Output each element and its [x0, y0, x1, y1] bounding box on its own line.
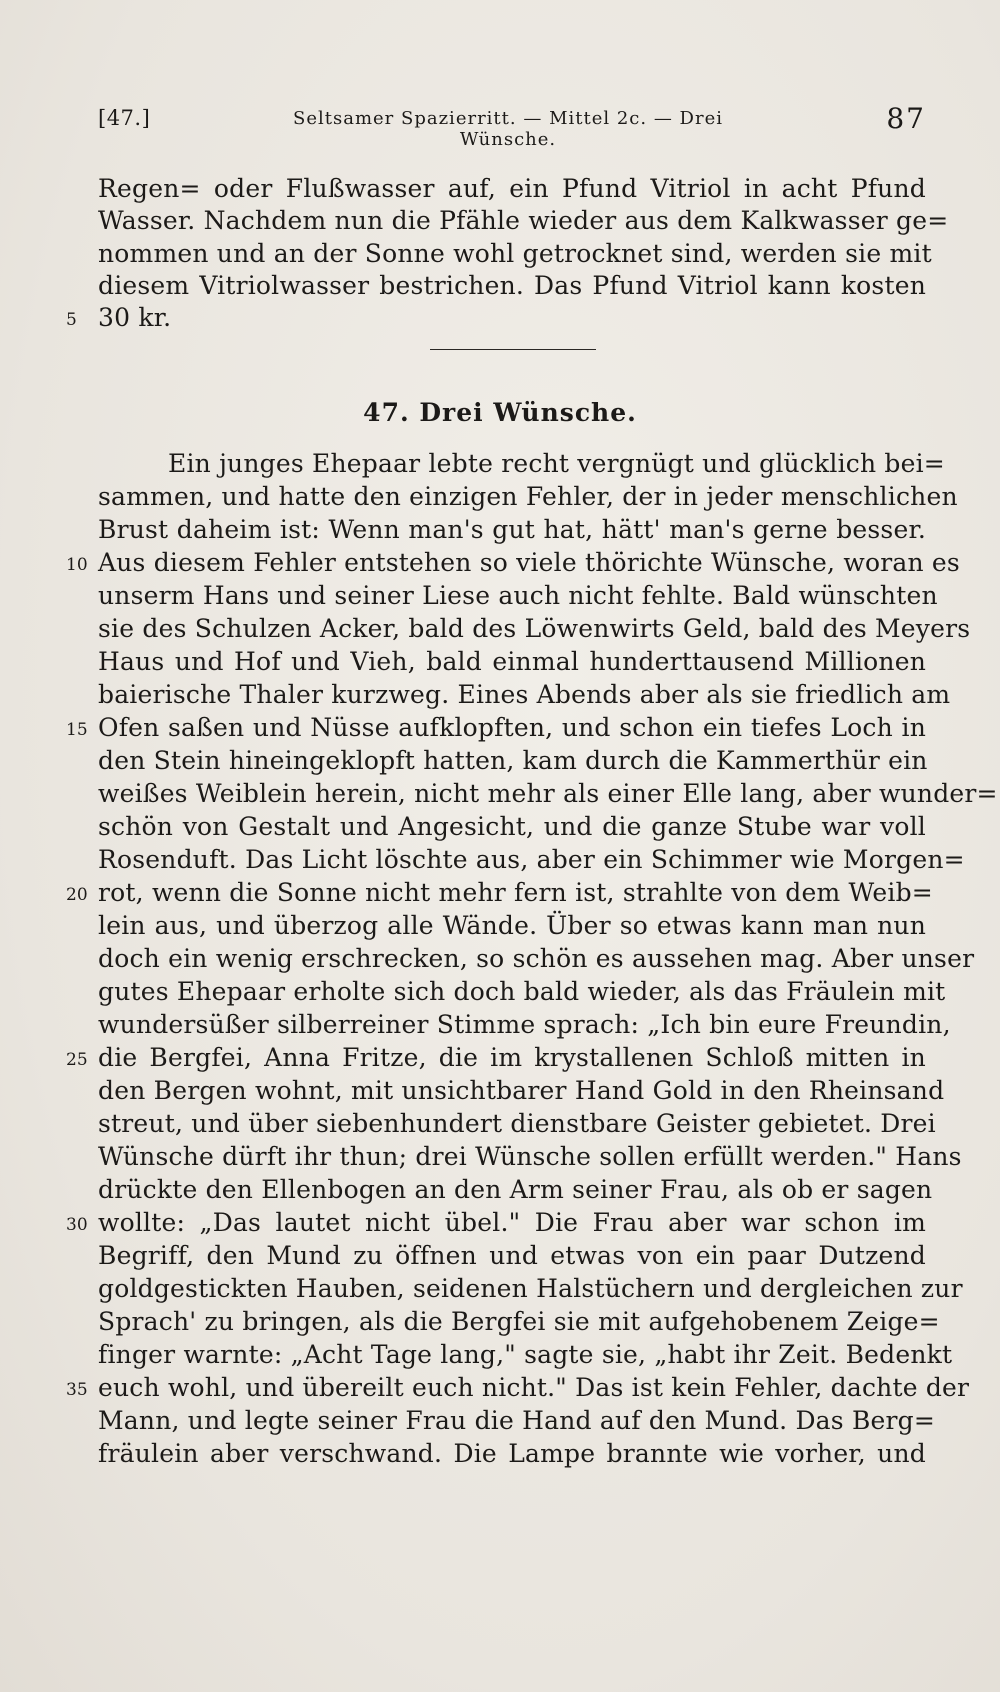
text-line: fräulein aber verschwand. Die Lampe brannte wie vorher, und — [98, 1439, 926, 1468]
running-header — [98, 102, 926, 150]
text-line: streut, und über siebenhundert dienstbare Geister gebietet. Drei — [98, 1109, 936, 1138]
text-line: Ein junges Ehepaar lebte recht vergnügt und glücklich bei= — [168, 449, 945, 478]
section-title: 47. Drei Wünsche. — [363, 398, 637, 427]
text-line: rot, wenn die Sonne nicht mehr fern ist, strahlte von dem Weib= — [98, 878, 933, 907]
line-number: 30 — [66, 1215, 88, 1235]
text-line: diesem Vitriolwasser bestrichen. Das Pfund Vitriol kann kosten — [98, 271, 926, 300]
text-line: nommen und an der Sonne wohl getrocknet sind, werden sie mit — [98, 239, 932, 268]
text-line: Haus und Hof und Vieh, bald einmal hunderttausend Millionen — [98, 647, 926, 676]
line-number: 10 — [66, 555, 88, 575]
text-line: finger warnte: „Acht Tage lang," sagte sie, „habt ihr Zeit. Bedenkt — [98, 1340, 953, 1369]
text-line: weißes Weiblein herein, nicht mehr als einer Elle lang, aber wunder= — [98, 779, 998, 808]
text-line: euch wohl, und übereilt euch nicht." Das ist kein Fehler, dachte der — [98, 1373, 970, 1402]
text-line: Rosenduft. Das Licht löschte aus, aber ein Schimmer wie Morgen= — [98, 845, 965, 874]
text-line: den Stein hineingeklopft hatten, kam durch die Kammerthür ein — [98, 746, 928, 775]
text-line: 30 kr. — [98, 303, 172, 332]
line-number: 20 — [66, 885, 88, 905]
text-line: wollte: „Das lautet nicht übel." Die Frau aber war schon im — [98, 1208, 926, 1237]
text-line: Ofen saßen und Nüsse aufklopften, und schon ein tiefes Loch in — [98, 713, 926, 742]
text-line: Wünsche dürft ihr thun; drei Wünsche sollen erfüllt werden." Hans — [98, 1142, 962, 1171]
text-line: doch ein wenig erschrecken, so schön es aussehen mag. Aber unser — [98, 944, 975, 973]
header-title: Seltsamer Spazierritt. — Mittel 2c. — Drei Wünsche. — [293, 108, 723, 150]
text-line: sie des Schulzen Acker, bald des Löwenwirts Geld, bald des Meyers — [98, 614, 971, 643]
text-line: Aus diesem Fehler entstehen so viele thörichte Wünsche, woran es — [98, 548, 960, 577]
text-line: wundersüßer silberreiner Stimme sprach: „Ich bin eure Freundin, — [98, 1010, 951, 1039]
text-line: lein aus, und überzog alle Wände. Über so etwas kann man nun — [98, 911, 926, 940]
line-number: 35 — [66, 1380, 88, 1400]
text-line: unserm Hans und seiner Liese auch nicht fehlte. Bald wünschten — [98, 581, 938, 610]
text-line: Wasser. Nachdem nun die Pfähle wieder aus dem Kalkwasser ge= — [98, 206, 949, 235]
text-line: Brust daheim ist: Wenn man's gut hat, hätt' man's gerne besser. — [98, 515, 926, 544]
text-line: Sprach' zu bringen, als die Bergfei sie mit aufgehobenem Zeige= — [98, 1307, 940, 1336]
text-line: den Bergen wohnt, mit unsichtbarer Hand Gold in den Rheinsand — [98, 1076, 945, 1105]
line-number: 25 — [66, 1050, 88, 1070]
text-line: Begriff, den Mund zu öffnen und etwas von ein paar Dutzend — [98, 1241, 926, 1270]
text-line: gutes Ehepaar erholte sich doch bald wieder, als das Fräulein mit — [98, 977, 946, 1006]
page-number: 87 — [886, 102, 926, 135]
header-section-ref: [47.] — [98, 106, 151, 130]
text-line: Regen= oder Flußwasser auf, ein Pfund Vitriol in acht Pfund — [98, 174, 926, 203]
line-number: 15 — [66, 720, 88, 740]
text-line: Mann, und legte seiner Frau die Hand auf den Mund. Das Berg= — [98, 1406, 936, 1435]
text-line: baierische Thaler kurzweg. Eines Abends aber als sie friedlich am — [98, 680, 951, 709]
text-line: schön von Gestalt und Angesicht, und die ganze Stube war voll — [98, 812, 926, 841]
line-number: 5 — [66, 310, 77, 330]
text-line: goldgestickten Hauben, seidenen Halstüchern und dergleichen zur — [98, 1274, 963, 1303]
section-divider — [430, 349, 596, 350]
text-line: sammen, und hatte den einzigen Fehler, der in jeder menschlichen — [98, 482, 958, 511]
text-line: die Bergfei, Anna Fritze, die im krystallenen Schloß mitten in — [98, 1043, 926, 1072]
text-line: drückte den Ellenbogen an den Arm seiner Frau, als ob er sagen — [98, 1175, 933, 1204]
